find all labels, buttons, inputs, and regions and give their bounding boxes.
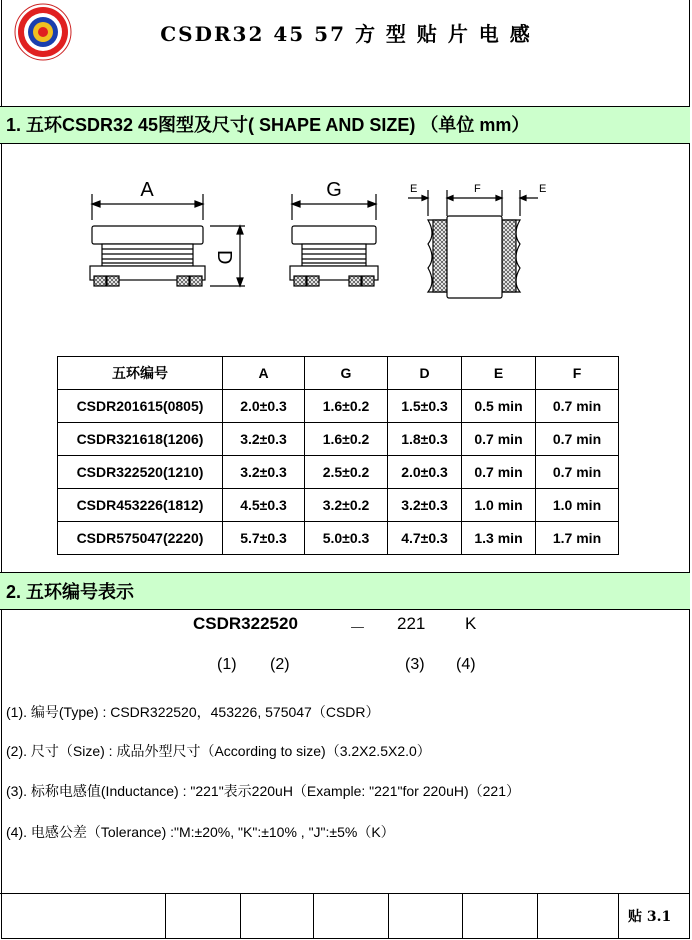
note-inductance: (3). 标称电感值(Inductance) : "221"表示220uH（Example: "221"for 220uH)（221） [6, 783, 520, 799]
cell-e: 0.5 min [462, 390, 536, 423]
cell-part: CSDR453226(1812) [58, 489, 223, 522]
label-f: F [474, 183, 481, 195]
cell-d: 3.2±0.3 [388, 489, 462, 522]
label-e-left: E [410, 183, 418, 195]
cell-d: 1.8±0.3 [388, 423, 462, 456]
marker-4: (4) [456, 656, 476, 673]
cell-g: 1.6±0.2 [305, 423, 388, 456]
note-size: (2). 尺寸（Size) : 成品外型尺寸（According to size)（3.2X2.5X2.0） [6, 743, 431, 759]
footer-cell [537, 893, 538, 939]
table-row [58, 522, 619, 555]
header-f: F [536, 357, 619, 390]
part-number-dash: － [349, 619, 366, 638]
cell-e: 1.0 min [462, 489, 536, 522]
cell-part: CSDR321618(1206) [58, 423, 223, 456]
table-row [58, 390, 619, 423]
table-row [58, 456, 619, 489]
cell-f: 0.7 min [536, 423, 619, 456]
cell-e: 0.7 min [462, 423, 536, 456]
shape-diagram [60, 172, 580, 302]
header-part-number: 五环编号 [58, 357, 223, 390]
label-g: G [326, 179, 342, 201]
part-number-tolerance: K [465, 614, 477, 633]
cell-e: 1.3 min [462, 522, 536, 555]
label-e-right: E [539, 183, 547, 195]
cell-part: CSDR575047(2220) [58, 522, 223, 555]
dimension-table [57, 356, 619, 555]
label-d: D [213, 250, 235, 265]
cell-g: 5.0±0.3 [305, 522, 388, 555]
cell-a: 2.0±0.3 [223, 390, 305, 423]
footer-cell [388, 893, 389, 939]
table-header-row [58, 357, 619, 390]
cell-g: 3.2±0.2 [305, 489, 388, 522]
table-row [58, 423, 619, 456]
cell-g: 1.6±0.2 [305, 390, 388, 423]
part-number-series: CSDR322520 [193, 614, 298, 633]
footer-cell [240, 893, 241, 939]
cell-part: CSDR322520(1210) [58, 456, 223, 489]
document-title: CSDR32 45 57 方 型 贴 片 电 感 [160, 22, 532, 46]
cell-a: 4.5±0.3 [223, 489, 305, 522]
cell-a: 3.2±0.3 [223, 423, 305, 456]
header-e: E [462, 357, 536, 390]
header-a: A [223, 357, 305, 390]
cell-part: CSDR201615(0805) [58, 390, 223, 423]
cell-f: 0.7 min [536, 390, 619, 423]
part-number-value: 221 [397, 614, 426, 633]
marker-1: (1) [217, 656, 237, 673]
footer-divider [0, 893, 690, 894]
note-type: (1). 编号(Type) : CSDR322520，453226, 575047（CSDR） [6, 704, 380, 720]
footer-cell [313, 893, 314, 939]
cell-f: 1.7 min [536, 522, 619, 555]
marker-3: (3) [405, 656, 425, 673]
cell-f: 1.0 min [536, 489, 619, 522]
page-number: 贴 3.1 [628, 909, 672, 925]
footer-cell [462, 893, 463, 939]
cell-d: 1.5±0.3 [388, 390, 462, 423]
header-d: D [388, 357, 462, 390]
footer-cell [165, 893, 166, 939]
cell-f: 0.7 min [536, 456, 619, 489]
label-a: A [140, 179, 154, 201]
table-row [58, 489, 619, 522]
bottom-view-drawing [408, 190, 538, 298]
cell-g: 2.5±0.2 [305, 456, 388, 489]
marker-2: (2) [270, 656, 290, 673]
side-view-drawing [290, 194, 378, 286]
cell-e: 0.7 min [462, 456, 536, 489]
cell-a: 5.7±0.3 [223, 522, 305, 555]
cell-d: 4.7±0.3 [388, 522, 462, 555]
cell-d: 2.0±0.3 [388, 456, 462, 489]
section-1-header: 1. 五环CSDR32 45图型及尺寸( SHAPE AND SIZE) （单位 mm） [0, 106, 690, 144]
note-tolerance: (4). 电感公差（Tolerance) :"M:±20%, "K":±10% , "J":±5%（K） [6, 824, 395, 840]
cell-a: 3.2±0.3 [223, 456, 305, 489]
footer-cell [618, 893, 619, 939]
header-g: G [305, 357, 388, 390]
section-2-header: 2. 五环编号表示 [0, 572, 690, 610]
front-view-drawing [90, 194, 245, 286]
